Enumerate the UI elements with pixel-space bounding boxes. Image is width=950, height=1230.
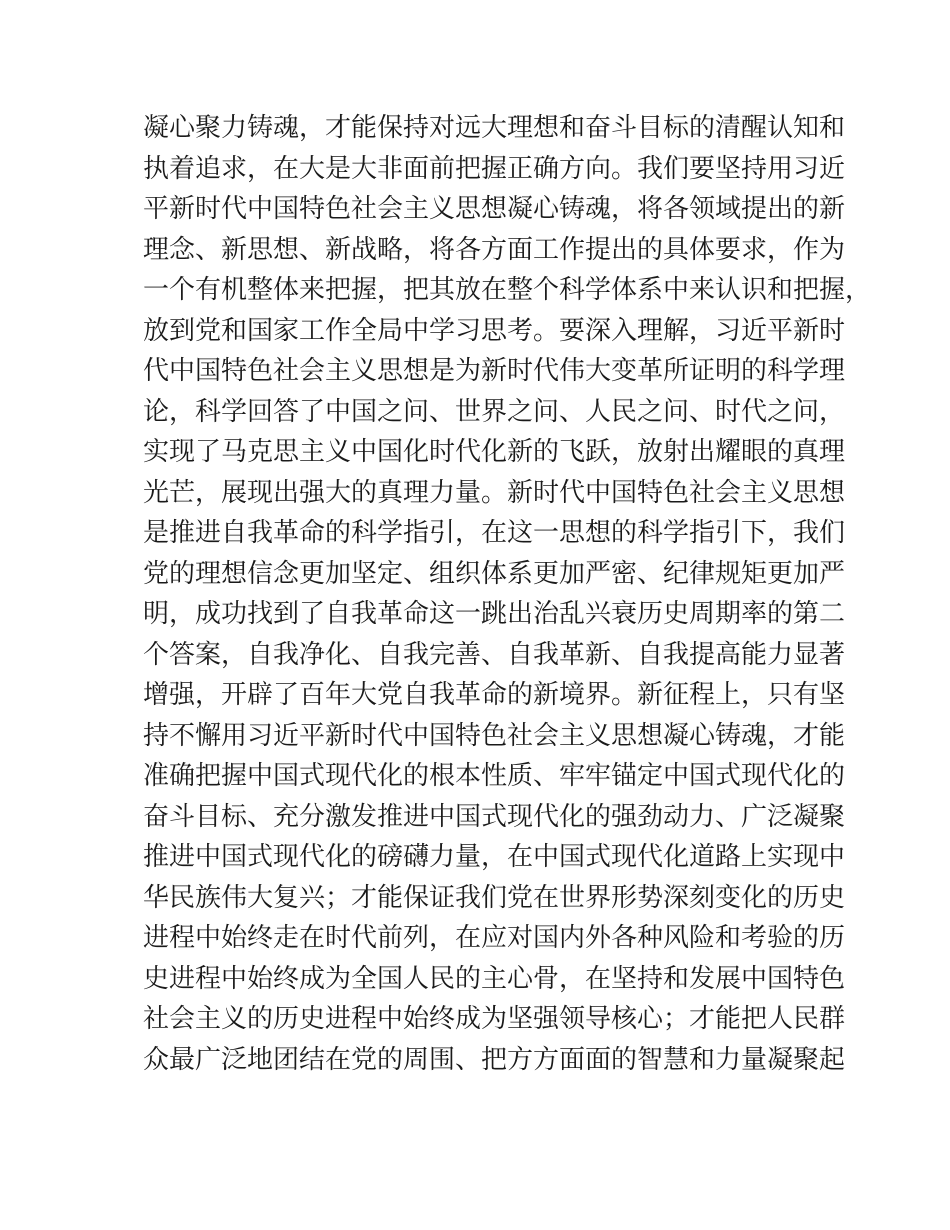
text-line: 论，科学回答了中国之问、世界之问、人民之问、时代之问，: [143, 396, 846, 427]
text-line: 社会主义的历史进程中始终成为坚强领导核心；才能把人民群: [143, 1004, 846, 1034]
text-line: 华民族伟大复兴；才能保证我们党在世界形势深刻变化的历史: [143, 882, 846, 913]
text-line: 明，成功找到了自我革命这一跳出治乱兴衰历史周期率的第二: [143, 599, 846, 629]
text-line: 持不懈用习近平新时代中国特色社会主义思想凝心铸魂，才能: [143, 720, 846, 751]
text-line: 史进程中始终成为全国人民的主心骨，在坚持和发展中国特色: [143, 963, 846, 994]
text-line: 准确把握中国式现代化的根本性质、牢牢锚定中国式现代化的: [143, 761, 846, 791]
text-line: 奋斗目标、充分激发推进中国式现代化的强劲动力、广泛凝聚: [143, 801, 846, 832]
text-line: 实现了马克思主义中国化时代化新的飞跃，放射出耀眼的真理: [143, 437, 846, 467]
text-line: 进程中始终走在时代前列，在应对国内外各种风险和考验的历: [143, 923, 846, 953]
text-line: 一个有机整体来把握，把其放在整个科学体系中来认识和把握，: [143, 275, 872, 305]
text-line: 代中国特色社会主义思想是为新时代伟大变革所证明的科学理: [143, 356, 846, 386]
text-line: 凝心聚力铸魂，才能保持对远大理想和奋斗目标的清醒认知和: [143, 113, 846, 143]
text-line: 增强，开辟了百年大党自我革命的新境界。新征程上，只有坚: [143, 680, 846, 710]
text-line: 推进中国式现代化的磅礴力量，在中国式现代化道路上实现中: [143, 842, 846, 872]
text-line: 执着追求，在大是大非面前把握正确方向。我们要坚持用习近: [143, 153, 846, 184]
text-line: 平新时代中国特色社会主义思想凝心铸魂，将各领域提出的新: [143, 194, 846, 224]
text-line: 是推进自我革命的科学指引，在这一思想的科学指引下，我们: [143, 518, 846, 548]
text-line: 党的理想信念更加坚定、组织体系更加严密、纪律规矩更加严: [143, 558, 846, 589]
text-line: 理念、新思想、新战略，将各方面工作提出的具体要求，作为: [143, 234, 846, 265]
text-line: 放到党和国家工作全局中学习思考。要深入理解，习近平新时: [143, 315, 846, 346]
text-line: 个答案，自我净化、自我完善、自我革新、自我提高能力显著: [143, 639, 846, 670]
body-paragraph: [143, 108, 872, 1080]
text-line: 光芒，展现出强大的真理力量。新时代中国特色社会主义思想: [143, 477, 846, 508]
text-line: 众最广泛地团结在党的周围、把方方面面的智慧和力量凝聚起: [143, 1044, 846, 1075]
